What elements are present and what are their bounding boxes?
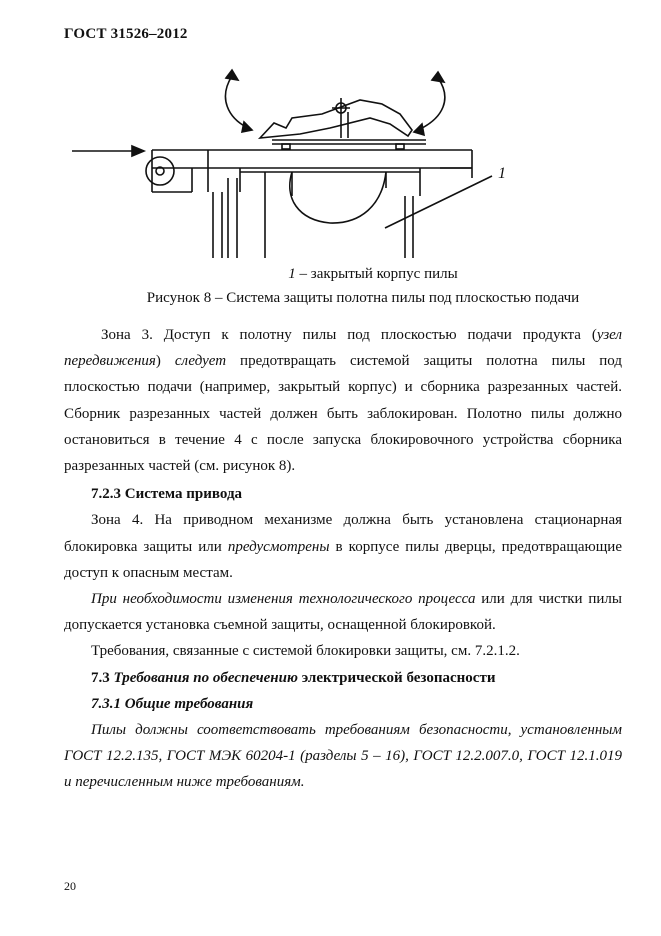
upper-blade-guard [260,98,426,149]
paragraph-zone4: Зона 4. На приводном механизме должна быть установлена стационарная блокировка защиты или предусмотрены в корпусе пилы дверцы, предотвращающие доступ к опасным местам. [64,512,622,581]
legend-text: – закрытый корпус пилы [295,266,458,282]
paragraph-general-requirements: Пилы должны соответствовать требованиям безопасности, установленным ГОСТ 12.2.135, ГОСТ МЭК 60204-1 (разделы 5 – 16), ГОСТ 12.2.007.0, ГОСТ 12.1.019 и перечисленным ниже требованиям. [64,722,622,791]
heading-7-3-1: 7.3.1 Общие требования [91,695,254,712]
paragraph-interlock-reference: Требования, связанные с системой блокировки защиты, см. 7.2.1.2. [91,643,520,660]
saw-table [146,150,472,196]
left-curved-arrow-icon [225,70,252,132]
figure-caption: Рисунок 8 – Система защиты полотна пилы под плоскостью подачи [146,290,580,306]
feed-arrow-icon [72,146,144,156]
document-body [64,322,622,796]
paragraph-removable-guard: При необходимости изменения технологического процесса или для чистки пилы допускается установка съемной защиты, оснащенной блокировкой. [64,591,623,634]
paragraph-zone3: Зона 3. Доступ к полотну пилы под плоскостью подачи продукта (узел передвижения) следует предотвращать системой защиты полотна пилы под плоскостью подачи (например, закрытый корпус) и сборника разрезанных частей. Сборник разрезанных частей должен быть заблокирован. Полотно пилы должно остановиться в течение 4 с после запуска блокировочного устройства сборника разрезанных частей (см. рисунок 8). [64,327,622,475]
figure-saw-guard-drawing [60,68,540,268]
right-curved-arrow-icon [414,72,445,135]
document-header: ГОСТ 31526–2012 [64,26,188,42]
figure-callout-number: 1 [498,165,506,182]
heading-7-2-3: 7.2.3 Система привода [91,486,243,503]
legend-number: 1 [288,266,296,282]
heading-7-3: 7.3 Требования по обеспечению электрической безопасности [91,669,496,686]
figure-legend [0,266,661,283]
page-number: 20 [64,879,76,893]
closed-saw-housing [290,172,386,223]
callout-leader-line [385,176,492,228]
